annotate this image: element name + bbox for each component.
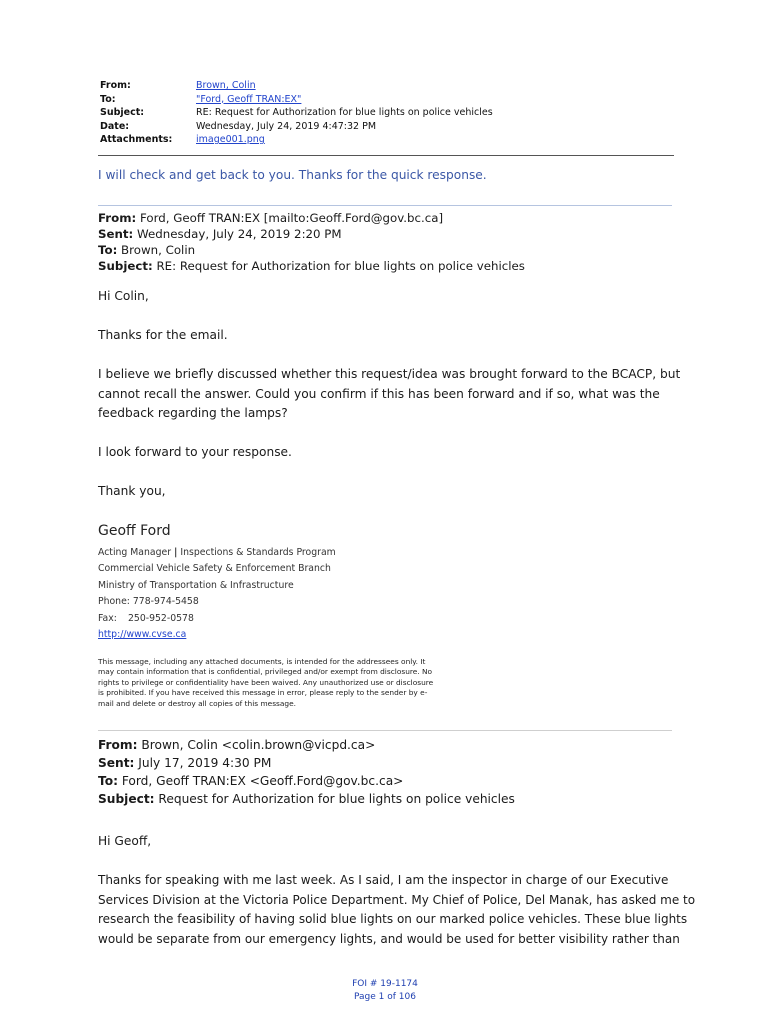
page-number: Page 1 of 106 [354, 992, 416, 1002]
signature-title: Acting Manager | Inspections & Standards Program [98, 547, 336, 558]
header-to-row [100, 93, 674, 107]
email2-metadata [98, 210, 525, 274]
header-date-label: Date: [100, 120, 130, 132]
signature-phone: Phone: 778-974-5458 [98, 596, 199, 608]
email2-from: From: Ford, Geoff TRAN:EX [mailto:Geoff.Ford@gov.bc.ca] [98, 211, 444, 225]
quoted-divider [98, 205, 672, 206]
header-from-link[interactable]: Brown, Colin [196, 80, 256, 91]
header-subject-row [100, 106, 674, 120]
foi-number: FOI # 19-1174 [352, 979, 418, 989]
email3-sent: Sent: July 17, 2019 4:30 PM [98, 756, 272, 770]
header-from-label: From: [100, 80, 131, 91]
email2-paragraph-2: I believe we briefly discussed whether this request/idea was brought forward to the BCACP, but cannot recall the answer. Could you confirm if this has been forward and if so, what was the feedback regarding the lamps? [98, 367, 681, 420]
email2-to: To: Brown, Colin [98, 243, 196, 257]
quoted-divider-2 [98, 730, 672, 731]
email2-subject: Subject: RE: Request for Authorization for blue lights on police vehicles [98, 259, 525, 273]
email2-paragraph-3: I look forward to your response. [98, 445, 292, 459]
header-from-row [100, 79, 674, 93]
signature-name: Geoff Ford [98, 523, 171, 539]
email3-from: From: Brown, Colin <colin.brown@vicpd.ca> [98, 738, 376, 752]
signature-fax: Fax: 250-952-0578 [98, 612, 194, 624]
email3-paragraph-1: Thanks for speaking with me last week. As I said, I am the inspector in charge of our Executive Services Division at the Victoria Police Department. My Chief of Police, Del Manak, has asked me to research the feasibility of having solid blue lights on our marked police vehicles. These blue lights would be separate from our emergency lights, and would be used for better visibility rather than [98, 873, 696, 946]
reply-text: I will check and get back to you. Thanks for the quick response. [98, 168, 487, 182]
header-date-row [100, 120, 674, 134]
email2-greeting: Hi Colin, [98, 289, 149, 303]
signature-website-link[interactable]: http://www.cvse.ca [98, 629, 187, 641]
email2-closing: Thank you, [98, 484, 166, 498]
email2-sent: Sent: Wednesday, July 24, 2019 2:20 PM [98, 227, 342, 241]
attachment-link[interactable]: image001.png [196, 134, 265, 145]
signature-branch: Commercial Vehicle Safety & Enforcement Branch [98, 563, 331, 575]
confidentiality-disclaimer: This message, including any attached documents, is intended for the addressees only. It may contain information that is confidential, privileged and/or exempt from disclosure. No rights to privilege or confidentiality have been waived. Any unauthorized use or disclosure is prohibited. If you have received this message in error, please reply to the sender by e-mail and delete or destroy all copies of this message. [98, 657, 434, 708]
header-divider [98, 155, 674, 156]
header-to-label: To: [100, 93, 116, 105]
header-subject-label: Subject: [100, 107, 145, 118]
email3-subject: Subject: Request for Authorization for blue lights on police vehicles [98, 792, 515, 806]
email3-to: To: Ford, Geoff TRAN:EX <Geoff.Ford@gov.bc.ca> [98, 774, 404, 788]
email3-greeting: Hi Geoff, [98, 834, 152, 848]
email2-paragraph-1: Thanks for the email. [98, 328, 228, 342]
header-date-value: Wednesday, July 24, 2019 4:47:32 PM [196, 120, 377, 132]
email3-metadata [98, 736, 515, 808]
signature-block [98, 545, 336, 643]
email-header [100, 79, 674, 147]
signature-ministry: Ministry of Transportation & Infrastructure [98, 579, 294, 591]
header-to-link[interactable]: "Ford, Geoff TRAN:EX" [196, 93, 302, 105]
header-attachments-row [100, 133, 674, 147]
header-attachments-label: Attachments: [100, 134, 173, 145]
header-subject-value: RE: Request for Authorization for blue lights on police vehicles [196, 107, 493, 118]
